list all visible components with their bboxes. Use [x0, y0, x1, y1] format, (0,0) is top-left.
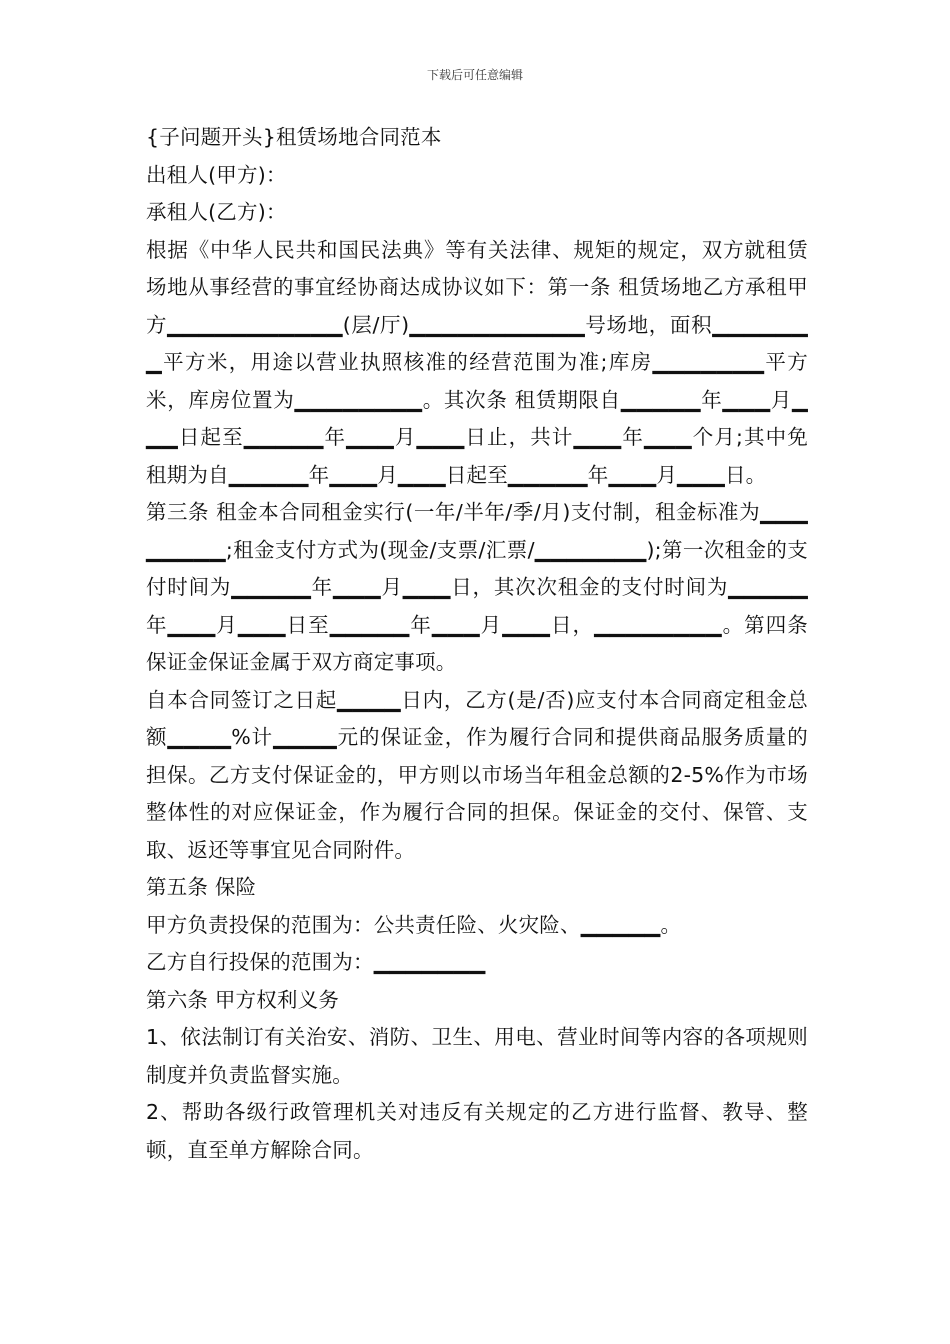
section-heading: 第六条 甲方权利义务 [146, 987, 340, 1012]
page-header: 下载后可任意编辑 [426, 68, 523, 82]
clause-paragraph: 第三条 租金本合同租金实行(一年/半年/季/月)支付制，租金标准为▁▁▁▁▁▁▁▁;租金支付方式为(现金/支票/汇票/▁▁▁▁▁▁▁);第一次租金的支付时间为▁▁▁▁▁年▁▁▁月▁▁▁日，其次次租金的支付时间为▁▁▁▁▁年▁▁▁月▁▁▁日至▁▁▁▁▁年▁▁▁月▁▁▁日，▁▁▁▁▁▁▁▁。第四条 保证金保证金属于双方商定事项。 [146, 500, 808, 674]
document-title: {子问题开头}租赁场地合同范本 [146, 125, 442, 149]
section-heading: 第五条 保险 [146, 875, 257, 899]
clause-paragraph: 2、帮助各级行政管理机关对违反有关规定的乙方进行监督、教导、整顿，直至单方解除合同。 [146, 1100, 808, 1162]
clause-paragraph: 甲方负责投保的范围为：公共责任险、火灾险、▁▁▁▁▁。 [146, 912, 682, 937]
clause-paragraph: 自本合同签订之日起▁▁▁▁日内，乙方(是/否)应支付本合同商定租金总额▁▁▁▁%计▁▁▁▁元的保证金，作为履行合同和提供商品服务质量的担保。乙方支付保证金的，甲方则以市场当年租金总额的2-5%作为市场整体性的对应保证金，作为履行合同的担保。保证金的交付、保管、支取、返还等事宜见合同附件。 [146, 687, 808, 862]
lessor-line: 出租人(甲方)： [146, 162, 287, 187]
clause-paragraph: 根据《中华人民共和国民法典》等有关法律、规矩的规定，双方就租赁场地从事经营的事宜经协商达成协议如下：第一条 租赁场地乙方承租甲方▁▁▁▁▁▁▁▁▁▁▁(层/厅)▁▁▁▁▁▁▁▁▁▁▁号场地，面积▁▁▁▁▁▁▁平方米，用途以营业执照核准的经营范围为准;库房▁▁▁▁▁▁▁平方米，库房位置为▁▁▁▁▁▁▁▁。其次条 租赁期限自▁▁▁▁▁年▁▁▁月▁▁▁日起至▁▁▁▁▁年▁▁▁月▁▁▁日止，共计▁▁▁年▁▁▁个月;其中免租期为自▁▁▁▁▁年▁▁▁月▁▁▁日起至▁▁▁▁▁年▁▁▁月▁▁▁日。 [146, 237, 808, 487]
clause-paragraph: 1、依法制订有关治安、消防、卫生、用电、营业时间等内容的各项规则制度并负责监督实施。 [146, 1025, 808, 1087]
clause-paragraph: 乙方自行投保的范围为：▁▁▁▁▁▁▁ [146, 950, 486, 974]
lessee-line: 承租人(乙方)： [146, 200, 287, 224]
document-body [146, 119, 808, 1169]
